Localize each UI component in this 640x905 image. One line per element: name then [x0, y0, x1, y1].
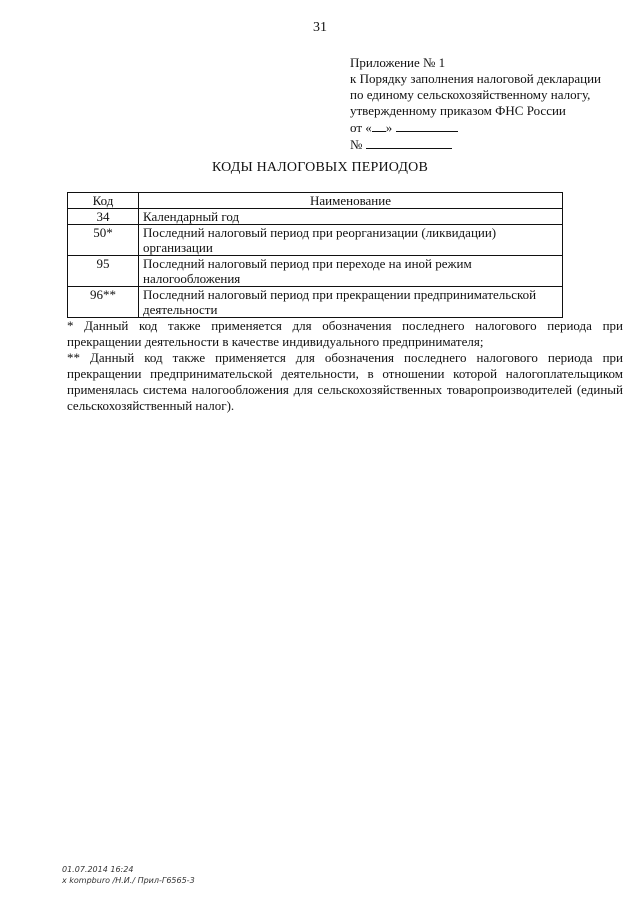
- number-prefix: №: [350, 137, 363, 152]
- appendix-line-order: утвержденному приказом ФНС России: [350, 103, 566, 118]
- appendix-line-tax: по единому сельскохозяйственному налогу,: [350, 87, 591, 102]
- row-name: Календарный год: [139, 209, 563, 225]
- day-blank: [372, 119, 386, 132]
- row-name: Последний налоговый период при переходе на иной режим налогообложения: [139, 256, 563, 287]
- table-row: [68, 256, 563, 287]
- appendix-number-line: [350, 136, 620, 153]
- tax-period-codes-table: [67, 192, 563, 318]
- row-name: Последний налоговый период при реорганизации (ликвидации) организации: [139, 225, 563, 256]
- appendix-date-line: [350, 119, 620, 136]
- date-prefix: от «: [350, 120, 372, 135]
- row-code: 96**: [68, 287, 139, 318]
- stamp-timestamp: 01.07.2014 16:24: [62, 865, 134, 874]
- table-row: [68, 209, 563, 225]
- table-header-row: [68, 193, 563, 209]
- column-header-code: Код: [68, 193, 139, 209]
- document-title: КОДЫ НАЛОГОВЫХ ПЕРИОДОВ: [211, 160, 429, 175]
- appendix-line-procedure: к Порядку заполнения налоговой декларации: [350, 71, 601, 86]
- month-year-blank: [396, 119, 458, 132]
- footnotes: [67, 318, 623, 414]
- row-name: Последний налоговый период при прекращении предпринимательской деятельности: [139, 287, 563, 318]
- column-header-name: Наименование: [139, 193, 563, 209]
- print-stamp: [62, 864, 195, 886]
- number-blank: [366, 136, 452, 149]
- table-row: [68, 225, 563, 256]
- row-code: 95: [68, 256, 139, 287]
- stamp-reference: x kompburo /Н.И./ Прил-Г6565-3: [62, 876, 195, 885]
- table-row: [68, 287, 563, 318]
- date-mid: »: [385, 120, 393, 135]
- appendix-header: [350, 55, 620, 153]
- row-code: 34: [68, 209, 139, 225]
- footnote-double-asterisk: ** Данный код также применяется для обозначения последнего налогового периода при прекращении предпринимательской деятельности, в отношении которой налогоплательщиком применялась система налогообложения для сельскохозяйственных товаропроизводителей (единый сельскохозяйственный налог).: [67, 350, 623, 413]
- row-code: 50*: [68, 225, 139, 256]
- page-number: 31: [313, 20, 327, 35]
- footnote-single-asterisk: * Данный код также применяется для обозначения последнего налогового периода при прекращении деятельности в качестве индивидуального предпринимателя;: [67, 318, 623, 349]
- appendix-title: Приложение № 1: [350, 55, 446, 70]
